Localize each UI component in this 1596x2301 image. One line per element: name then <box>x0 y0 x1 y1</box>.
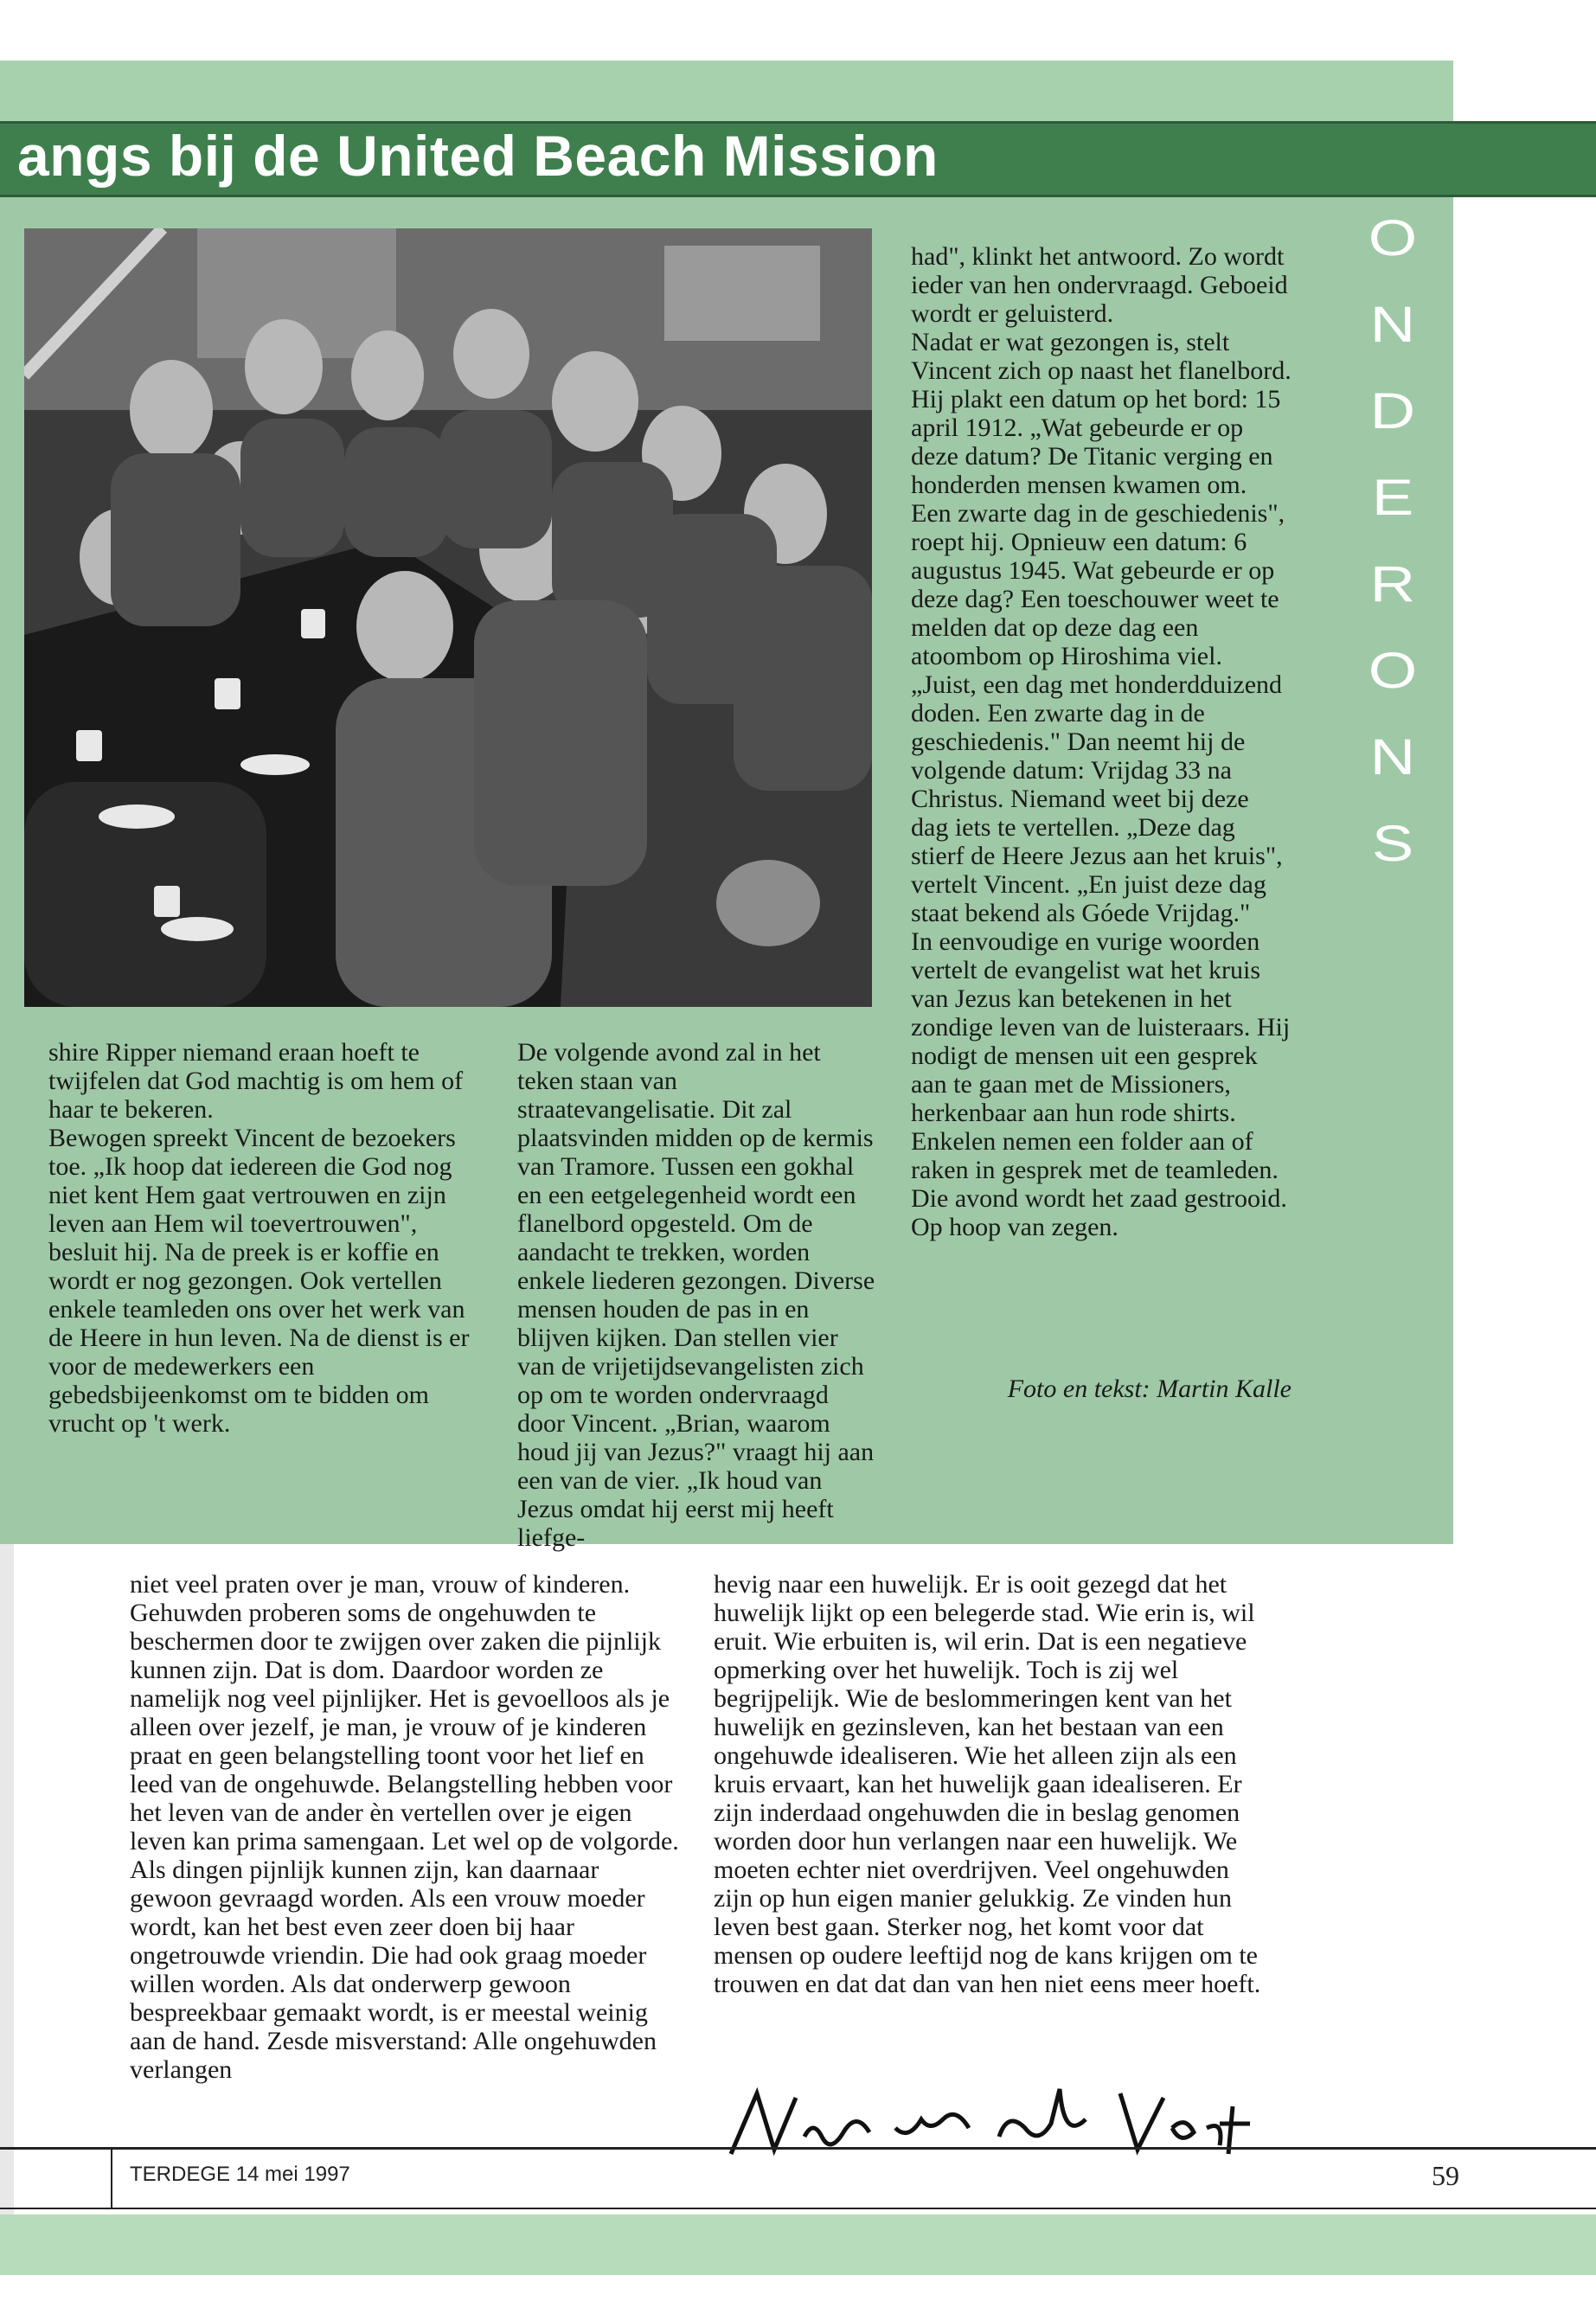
article-paragraph: Nadat er wat gezongen is, stelt Vincent zich op naast het flanelbord. Hij plakt een datum op het bord: 15 april 1912. „Wat gebeurde er op deze datum? De Titanic verging en honderden mensen kwamen om. Een zwarte dag in de geschiedenis", roept hij. Opnieuw een datum: 6 augustus 1945. Wat gebeurde er op deze dag? Een toeschouwer weet te melden dat op deze dag een atoombom op Hiroshima viel. „Juist, een dag met honderdduizend doden. Een zwarte dag in de geschiedenis." Dan neemt hij de volgende datum: Vrijdag 33 na Christus. Niemand weet bij deze dag iets te vertellen. „Deze dag stierf de Heere Jezus aan het kruis", vertelt Vincent. „En juist deze dag staat bekend als Góede Vrijdag." <box>911 328 1292 927</box>
photo-illustration <box>24 228 872 1007</box>
bottom-green-strip <box>0 2214 1596 2275</box>
article-column-1 <box>48 1038 490 1438</box>
footer-rule-bottom <box>0 2208 1596 2209</box>
essay-column-left: niet veel praten over je man, vrouw of kinderen. Gehuwden proberen soms de ongehuwden te beschermen door te zwijgen over zaken die pijnlijk kunnen zijn. Dat is dom. Daardoor worden ze namelijk nog veel pijnlijker. Het is gevoelloos als je alleen over jezelf, je man, je vrouw of je kinderen praat en geen belangstelling toont voor het lief en leed van de ongehuwde. Belangstelling hebben voor het leven van de ander èn vertellen over je eigen leven kan prima samengaan. Let wel op de volgorde. Als dingen pijnlijk kunnen zijn, kan daarnaar gewoon gevraagd worden. Als een vrouw moeder wordt, kan het best even zeer doen bij haar ongetrouwde vriendin. Die had ook graag moeder willen worden. Als dat onderwerp gewoon bespreekbaar gemaakt wordt, is er meestal weinig aan de hand. Zesde misverstand: Alle ongehuwden verlangen <box>130 1570 679 2084</box>
footer-publication: TERDEGE 14 mei 1997 <box>130 2163 350 2186</box>
side-letter: O <box>1368 643 1418 699</box>
side-section-label <box>1332 192 1453 1544</box>
signature-drawing <box>722 2076 1259 2171</box>
article-paragraph: In eenvoudige en vurige woorden vertelt de evangelist wat het kruis van Jezus kan betekenen in het zondige leven van de luisteraars. Hij nodigt de mensen uit een gesprek aan te gaan met de Missioners, herkenbaar aan hun rode shirts. Enkelen nemen een folder aan of raken in gesprek met de teamleden. Die avond wordt het zaad gestrooid. Op hoop van zegen. <box>911 927 1291 1241</box>
footer-rule-left <box>111 2147 112 2209</box>
side-letter: S <box>1371 816 1414 872</box>
side-letter: E <box>1371 470 1414 526</box>
article-title: angs bij de United Beach Mission <box>17 124 939 188</box>
article-column-2 <box>517 1038 881 1552</box>
side-letter: N <box>1369 297 1416 353</box>
essay-column-right: hevig naar een huwelijk. Er is ooit gezegd dat het huwelijk lijkt op een belegerde stad. Wie erin is, wil eruit. Wie erbuiten is, wil erin. Dat is een negatieve opmerking over het huwelijk. Toch is zij wel begrijpelijk. Wie de beslommeringen kent van het huwelijk en gezinsleven, kan het bestaan van een ongehuwde idealiseren. Wie het alleen zijn als een kruis ervaart, kan het huwelijk gaan idealiseren. Er zijn inderdaad ongehuwden die in beslag genomen worden door hun verlangen naar een huwelijk. We moeten echter niet overdrijven. Veel ongehuwden zijn op hun eigen manier gelukkig. Ze vinden hun leven best gaan. Sterker nog, het komt voor dat mensen op oudere leeftijd nog de kans krijgen om te trouwen en dat dat dan van hen niet eens meer hoeft. <box>714 1570 1261 1998</box>
footer-rule-top <box>0 2147 1596 2150</box>
side-letter: N <box>1369 729 1416 785</box>
article-paragraph: De volgende avond zal in het teken staan van straatevangelisatie. Dit zal plaatsvinden midden op de kermis van Tramore. Tussen een gokhal en een eetgelegenheid wordt een flanelbord opgesteld. Om de aandacht te trekken, worden enkele liederen gezongen. Diverse mensen houden de pas in en blijven kijken. Dan stellen vier van de vrijetijdsevangelisten zich op om te worden ondervraagd door Vincent. „Brian, waarom houd jij van Jezus?" vraagt hij aan een van de vier. „Ik houd van Jezus omdat hij eerst mij heeft liefge- <box>517 1038 875 1552</box>
article-paragraph: had", klinkt het antwoord. Zo wordt ieder van hen ondervraagd. Geboeid wordt er geluisterd. <box>911 242 1288 328</box>
article-paragraph: Bewogen spreekt Vincent de bezoekers toe. „Ik hoop dat iedereen die God nog niet kent Hem gaat vertrouwen en zijn leven aan Hem wil toevertrouwen", besluit hij. Na de preek is er koffie en wordt er nog gezongen. Ook vertellen enkele teamleden ons over het werk van de Heere in hun leven. Na de dienst is er voor de medewerkers een gebedsbijeenkomst om te bidden om vrucht op 't werk. <box>48 1124 470 1438</box>
group-photo <box>24 228 872 1007</box>
page-number: 59 <box>1432 2160 1459 2191</box>
author-signature <box>722 2076 1259 2171</box>
side-letter: O <box>1368 210 1418 266</box>
side-letter: R <box>1369 556 1416 612</box>
article-paragraph: shire Ripper niemand eraan hoeft te twijfelen dat God machtig is om hem of haar te bekeren. <box>48 1038 464 1124</box>
photo-credit: Foto en tekst: Martin Kalle <box>1007 1375 1292 1403</box>
green-top-strip <box>0 61 1453 121</box>
side-letter: D <box>1369 383 1416 439</box>
article-column-3 <box>911 242 1292 1241</box>
